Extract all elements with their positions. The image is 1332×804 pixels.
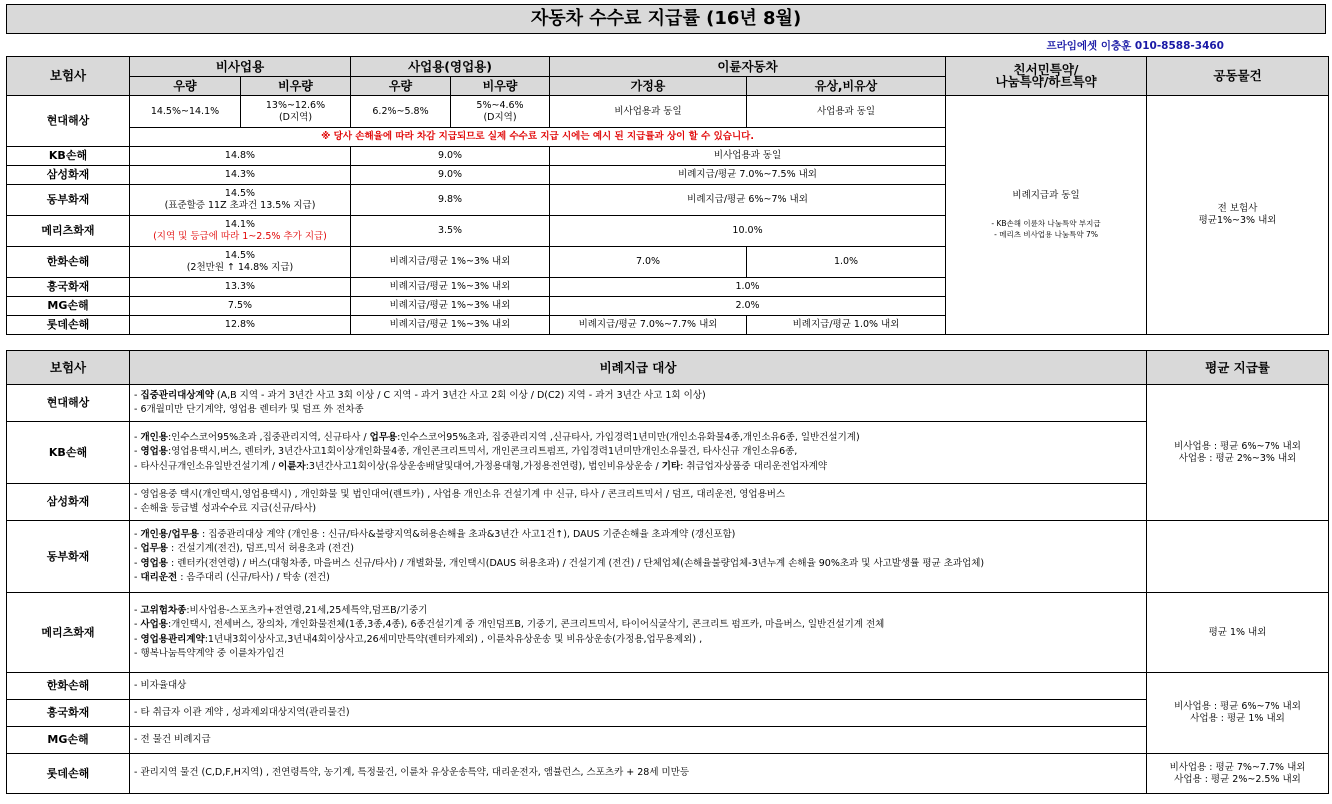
rate-cell: 14.3% [130, 166, 351, 185]
rate-cell: 비례지급/평균 1%~3% 내외 [351, 278, 550, 297]
insurer-name: 삼성화재 [7, 166, 130, 185]
avg-cell [1147, 521, 1329, 593]
rate-cell: 비사업용과 동일 [550, 147, 946, 166]
rate-cell: 6.2%~5.8% [351, 96, 451, 128]
rate-cell: 14.5%~14.1% [130, 96, 241, 128]
rate-cell: 1.0% [550, 278, 946, 297]
rate-cell: 비례지급/평균 1%~3% 내외 [351, 297, 550, 316]
rate-cell: 3.5% [351, 216, 550, 247]
insurer-name: 흥국화재 [7, 700, 130, 727]
header-target: 비례지급 대상 [130, 351, 1147, 385]
insurer-name: 한화손해 [7, 673, 130, 700]
rate-cell: 비사업용과 동일 [550, 96, 747, 128]
rate-cell: 14.8% [130, 147, 351, 166]
header-paid: 유상,비유상 [747, 77, 946, 96]
header-twowheel: 이륜자동차 [550, 57, 946, 77]
header-nongood: 비우량 [241, 77, 351, 96]
rate-cell: 13%~12.6% (D지역) [241, 96, 351, 128]
avg-cell: 비사업용 : 평균 6%~7% 내외 사업용 : 평균 1% 내외 [1147, 673, 1329, 754]
insurer-name: 흥국화재 [7, 278, 130, 297]
rate-cell: 비례지급/평균 7.0%~7.5% 내외 [550, 166, 946, 185]
target-cell: - 관리지역 물건 (C,D,F,H지역) , 전연령특약, 농기계, 특정물건, 이륜차 유상운송특약, 대리운전자, 앰뷸런스, 스포츠카 + 28세 미만등 [130, 754, 1147, 794]
target-cell: - 개인용:인수스코어95%초과 ,집중관리지역, 신규타사 / 업무용:인수스코어95%초과, 집중관리지역 ,신규타사, 가입경력1년미만(개인소유화물4종,개인소유6종, 일반건설기계) - 영업용:영업용택시,버스, 렌터카, 3년간사고1회이상개인화물4종, 개인콘크리트믹서, 개인콘크리트펌프, 가입경력1년미만개인소유물건, 타사신규 개인소유6종, - 타사신규개인소유일반건설기계 / 이륜자:3년간사고1회이상(유상운송배달및대여,가정용대형,가정용전연령), 법인비유상운송 / 기타: 취급업자상품중 대리운전업자계약 [130, 422, 1147, 484]
insurer-name: 한화손해 [7, 247, 130, 278]
insurer-name: 동부화재 [7, 185, 130, 216]
header-insurer: 보험사 [7, 351, 130, 385]
avg-cell: 비사업용 : 평균 7%~7.7% 내외 사업용 : 평균 2%~2.5% 내외 [1147, 754, 1329, 794]
insurer-name: 메리츠화재 [7, 216, 130, 247]
header-special: 친서민특약/ 나눔특약/하트특약 [946, 57, 1147, 96]
header-nongood: 비우량 [451, 77, 550, 96]
insurer-name: 현대해상 [7, 96, 130, 147]
special-cell: 비례지급과 동일 - KB손해 이륜차 나눔특약 부지급 - 메리츠 비사업용 나눔특약 7% [946, 96, 1147, 335]
rate-cell: 비례지급/평균 7.0%~7.7% 내외 [550, 316, 747, 335]
rate-cell: 7.0% [550, 247, 747, 278]
commission-rate-table [6, 56, 1329, 335]
rate-cell: 비례지급/평균 1%~3% 내외 [351, 316, 550, 335]
rate-cell: 사업용과 동일 [747, 96, 946, 128]
target-cell: - 영업용중 택시(개인택시,영업용택시) , 개인화물 및 법인대여(렌트카) , 사업용 개인소유 건설기계 中 신규, 타사 / 콘크리트믹서 / 덤프, 대리운전, 영업용버스 - 손해율 등급별 성과수수료 지급(신규/타사) [130, 484, 1147, 521]
insurer-name: 현대해상 [7, 385, 130, 422]
rate-cell: 비례지급/평균 6%~7% 내외 [550, 185, 946, 216]
rate-cell: 7.5% [130, 297, 351, 316]
insurer-name: KB손해 [7, 147, 130, 166]
header-biz: 사업용(영업용) [351, 57, 550, 77]
rate-cell: 9.0% [351, 166, 550, 185]
page-title: 자동차 수수료 지급률 (16년 8월) [6, 4, 1326, 34]
insurer-name: 삼성화재 [7, 484, 130, 521]
header-insurer: 보험사 [7, 57, 130, 96]
insurer-name: 메리츠화재 [7, 593, 130, 673]
insurer-name: 동부화재 [7, 521, 130, 593]
target-cell: - 집중관리대상계약 (A,B 지역 - 과거 3년간 사고 3회 이상 / C 지역 - 과거 3년간 사고 2회 이상 / D(C2) 지역 - 과거 3년간 사고 1회 이상) - 6개월미만 단기계약, 영업용 렌터카 및 덤프 外 전차종 [130, 385, 1147, 422]
insurer-name: MG손해 [7, 297, 130, 316]
rate-cell: 14.1% (지역 및 등급에 따라 1~2.5% 추가 지급) [130, 216, 351, 247]
joint-cell: 전 보험사 평균1%~3% 내외 [1147, 96, 1329, 335]
insurer-name: 롯데손해 [7, 316, 130, 335]
target-cell: - 타 취급자 이관 계약 , 성과제외대상지역(관리물건) [130, 700, 1147, 727]
header-good: 우량 [351, 77, 451, 96]
rate-cell: 13.3% [130, 278, 351, 297]
avg-cell: 비사업용 : 평균 6%~7% 내외 사업용 : 평균 2%~3% 내외 [1147, 385, 1329, 521]
rate-cell: 14.5% (표준할증 11Z 초과건 13.5% 지급) [130, 185, 351, 216]
target-cell: - 전 물건 비례지급 [130, 727, 1147, 754]
rate-cell: 1.0% [747, 247, 946, 278]
insurer-name: MG손해 [7, 727, 130, 754]
header-joint: 공동물건 [1147, 57, 1329, 96]
insurer-name: 롯데손해 [7, 754, 130, 794]
rate-cell: 비례지급/평균 1%~3% 내외 [351, 247, 550, 278]
header-nonbiz: 비사업용 [130, 57, 351, 77]
target-cell: - 고위험차종:비사업용-스포츠카+전연령,21세,25세특약,덤프B/기중기 - 사업용:개인택시, 전세버스, 장의차, 개인화물전체(1종,3종,4종), 6종건설기계 중 개인덤프B, 기중기, 콘크리트믹서, 타이어식굴삭기, 콘크리트 펌프카, 마을버스, 일반건설기계 전체 - 영업용관리계약:1년내3회이상사고,3년내4회이상사고,26세미만특약(렌터카제외) , 이륜차유상운송 및 비유상운송(가정용,업무용제외) , - 행복나눔특약계약 중 이륜차가입건 [130, 593, 1147, 673]
rate-cell: 5%~4.6% (D지역) [451, 96, 550, 128]
header-good: 우량 [130, 77, 241, 96]
header-home: 가정용 [550, 77, 747, 96]
rate-cell: 14.5% (2천만원 ↑ 14.8% 지급) [130, 247, 351, 278]
proportional-payment-table [6, 350, 1329, 794]
rate-cell: 10.0% [550, 216, 946, 247]
rate-cell: 비례지급/평균 1.0% 내외 [747, 316, 946, 335]
target-cell: - 비자율대상 [130, 673, 1147, 700]
contact-info: 프라임에셋 이충훈 010-8588-3460 [1046, 40, 1224, 52]
insurer-name: KB손해 [7, 422, 130, 484]
rate-cell: 12.8% [130, 316, 351, 335]
rate-cell: 2.0% [550, 297, 946, 316]
avg-cell: 평균 1% 내외 [1147, 593, 1329, 673]
header-avg: 평균 지급률 [1147, 351, 1329, 385]
rate-cell: 9.0% [351, 147, 550, 166]
rate-cell: 9.8% [351, 185, 550, 216]
notice-text: ※ 당사 손해율에 따라 차감 지급되므로 실제 수수료 지급 시에는 예시 된 지급률과 상이 할 수 있습니다. [130, 128, 946, 147]
target-cell: - 개인용/업무용 : 집중관리대상 계약 (개인용 : 신규/타사&불량지역&허용손해율 초과&3년간 사고1건↑), DAUS 기준손해율 초과계약 (갱신포함) - 업무용 : 건설기계(전건), 덤프,믹서 허용초과 (전건) - 영업용 : 렌터카(전연령) / 버스(대형차종, 마을버스 신규/타사) / 개별화물, 개인택시(DAUS 허용초과) / 건설기계 (전건) / 단체업체(손해율불량업체-3년누계 손해율 90%초과 및 사고발생률 평균 초과업체) - 대리운전 : 음주대리 (신규/타사) / 탁송 (전건) [130, 521, 1147, 593]
